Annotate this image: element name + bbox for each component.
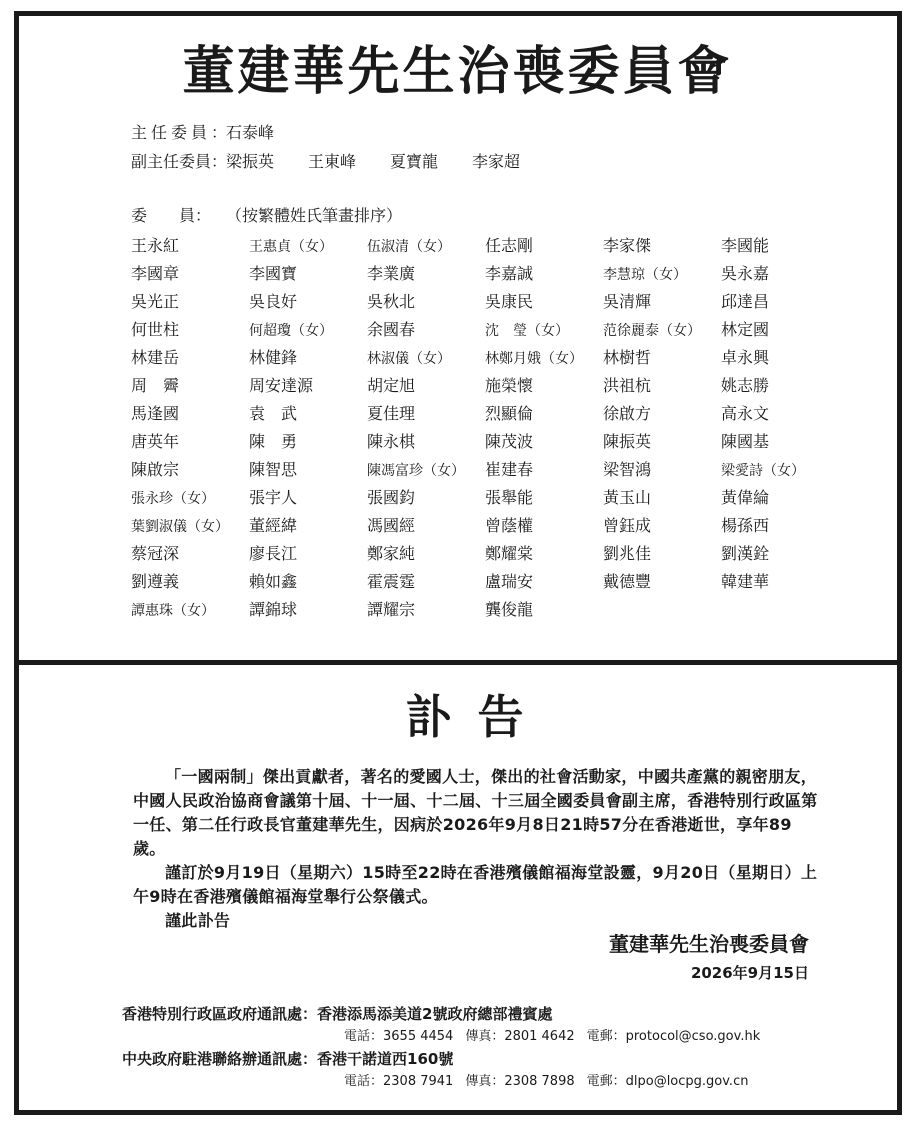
member-name: 吳康民 bbox=[485, 292, 534, 311]
member-row bbox=[131, 292, 839, 320]
committee-title: 董建華先生治喪委員會 bbox=[182, 42, 733, 102]
member-name: 李國能 bbox=[721, 236, 770, 255]
obituary-body bbox=[133, 765, 823, 933]
contact-fax: 傳真：2801 4642 bbox=[465, 1029, 575, 1044]
member-name: 劉漢銓 bbox=[721, 544, 770, 563]
member-name: 吳良好 bbox=[249, 292, 298, 311]
chair-label: 主任委員： bbox=[131, 123, 232, 142]
member-name: 林健鋒 bbox=[249, 348, 298, 367]
member-name: 李慧琼（女） bbox=[603, 267, 687, 283]
member-name: 崔建春 bbox=[485, 460, 534, 479]
member-name: 陳智思 bbox=[249, 460, 298, 479]
member-name: 李國寶 bbox=[249, 264, 298, 283]
vice-chair-name: 李家超 bbox=[472, 152, 521, 171]
member-name: 霍震霆 bbox=[367, 572, 416, 591]
member-name: 烈顯倫 bbox=[485, 404, 534, 423]
member-row bbox=[131, 348, 839, 376]
member-name: 李國章 bbox=[131, 264, 180, 283]
member-name: 林淑儀（女） bbox=[367, 351, 451, 367]
member-name: 林樹哲 bbox=[603, 348, 652, 367]
member-name: 譚耀宗 bbox=[367, 600, 416, 619]
obituary-title: 訃告 bbox=[405, 690, 550, 744]
member-name: 周 霽 bbox=[131, 376, 180, 395]
member-name: 陳 勇 bbox=[249, 432, 298, 451]
member-name: 戴德豐 bbox=[603, 572, 652, 591]
contact-phone: 電話：2308 7941 bbox=[344, 1074, 454, 1089]
member-name: 楊孫西 bbox=[721, 516, 770, 535]
member-name: 陳永棋 bbox=[367, 432, 416, 451]
member-row bbox=[131, 236, 839, 264]
member-name: 盧瑞安 bbox=[485, 572, 534, 591]
member-name: 鄭耀棠 bbox=[485, 544, 534, 563]
member-name: 李業廣 bbox=[367, 264, 416, 283]
vice-chair-line bbox=[131, 154, 554, 170]
member-name: 葉劉淑儀（女） bbox=[131, 519, 229, 535]
contact-email[interactable]: 電郵：dlpo@locpg.gov.cn bbox=[586, 1074, 749, 1089]
contact-label: 中央政府駐港聯絡辦通訊處： bbox=[122, 1050, 318, 1068]
member-name: 袁 武 bbox=[249, 404, 298, 423]
members-note: （按繁體姓氏筆畫排序） bbox=[226, 206, 403, 225]
chair-name: 石泰峰 bbox=[226, 123, 275, 142]
member-name: 唐英年 bbox=[131, 432, 180, 451]
member-name: 李嘉誠 bbox=[485, 264, 534, 283]
member-name: 姚志勝 bbox=[721, 376, 770, 395]
member-name: 沈 瑩（女） bbox=[485, 323, 569, 339]
member-row bbox=[131, 600, 839, 628]
member-name: 張國鈞 bbox=[367, 488, 416, 507]
member-row bbox=[131, 264, 839, 292]
member-name: 黃偉綸 bbox=[721, 488, 770, 507]
members-label: 委 員： bbox=[131, 206, 212, 225]
member-name: 梁愛詩（女） bbox=[721, 463, 805, 479]
member-name: 胡定旭 bbox=[367, 376, 416, 395]
contact-address: 香港添馬添美道2號政府總部禮賓處 bbox=[317, 1005, 553, 1023]
member-name: 徐啟方 bbox=[603, 404, 652, 423]
member-name: 吳秋北 bbox=[367, 292, 416, 311]
contact-label: 香港特別行政區政府通訊處： bbox=[122, 1005, 318, 1023]
contact-liaison-office bbox=[122, 1052, 453, 1067]
member-name: 李家傑 bbox=[603, 236, 652, 255]
member-name: 任志剛 bbox=[485, 236, 534, 255]
member-name: 王永紅 bbox=[131, 236, 180, 255]
member-name: 林鄭月娥（女） bbox=[485, 351, 583, 367]
member-name: 張永珍（女） bbox=[131, 491, 215, 507]
vice-chair-name: 夏寶龍 bbox=[390, 152, 439, 171]
member-name: 陳啟宗 bbox=[131, 460, 180, 479]
member-row bbox=[131, 376, 839, 404]
contact-liaison-details bbox=[344, 1075, 760, 1088]
member-name: 夏佳理 bbox=[367, 404, 416, 423]
vice-chair-label: 副主任委員： bbox=[131, 152, 228, 171]
member-row bbox=[131, 404, 839, 432]
member-name: 馬逢國 bbox=[131, 404, 180, 423]
member-name: 馮國經 bbox=[367, 516, 416, 535]
contact-hksar bbox=[122, 1007, 552, 1022]
member-name: 施榮懷 bbox=[485, 376, 534, 395]
contact-address: 香港干諾道西160號 bbox=[317, 1050, 454, 1068]
member-name: 陳國基 bbox=[721, 432, 770, 451]
member-name: 梁智鴻 bbox=[603, 460, 652, 479]
members-grid bbox=[131, 236, 839, 628]
member-name: 何超瓊（女） bbox=[249, 323, 333, 339]
member-name: 廖長江 bbox=[249, 544, 298, 563]
member-row bbox=[131, 432, 839, 460]
member-name: 韓建華 bbox=[721, 572, 770, 591]
member-name: 洪祖杭 bbox=[603, 376, 652, 395]
member-name: 吳永嘉 bbox=[721, 264, 770, 283]
member-name: 譚惠珠（女） bbox=[131, 603, 215, 619]
member-name: 劉兆佳 bbox=[603, 544, 652, 563]
member-row bbox=[131, 488, 839, 516]
member-name: 賴如鑫 bbox=[249, 572, 298, 591]
member-name: 陳振英 bbox=[603, 432, 652, 451]
member-name: 周安達源 bbox=[249, 376, 314, 395]
member-name: 龔俊龍 bbox=[485, 600, 534, 619]
vice-chair-name: 梁振英 bbox=[226, 152, 275, 171]
member-name: 吳清輝 bbox=[603, 292, 652, 311]
member-name: 張宇人 bbox=[249, 488, 298, 507]
vice-chair-name: 王東峰 bbox=[308, 152, 357, 171]
member-name: 林定國 bbox=[721, 320, 770, 339]
member-name: 陳茂波 bbox=[485, 432, 534, 451]
member-name: 高永文 bbox=[721, 404, 770, 423]
member-name: 卓永興 bbox=[721, 348, 770, 367]
signature-organization: 董建華先生治喪委員會 bbox=[609, 932, 809, 956]
member-name: 林建岳 bbox=[131, 348, 180, 367]
member-name: 蔡冠深 bbox=[131, 544, 180, 563]
member-name: 劉遵義 bbox=[131, 572, 180, 591]
contact-fax: 傳真：2308 7898 bbox=[465, 1074, 575, 1089]
contact-email[interactable]: 電郵：protocol@cso.gov.hk bbox=[586, 1029, 761, 1044]
member-name: 張舉能 bbox=[485, 488, 534, 507]
member-row bbox=[131, 516, 839, 544]
member-row bbox=[131, 544, 839, 572]
member-name: 王惠貞（女） bbox=[249, 239, 333, 255]
obituary-paragraph: 謹訂於9月19日（星期六）15時至22時在香港殯儀館福海堂設靈，9月20日（星期日）上午9時在香港殯儀館福海堂舉行公祭儀式。 bbox=[133, 863, 818, 906]
member-name: 譚錦球 bbox=[249, 600, 298, 619]
member-name: 吳光正 bbox=[131, 292, 180, 311]
member-name: 邱達昌 bbox=[721, 292, 770, 311]
member-name: 陳馮富珍（女） bbox=[367, 463, 465, 479]
member-row bbox=[131, 460, 839, 488]
member-name: 鄭家純 bbox=[367, 544, 416, 563]
chair-line bbox=[131, 125, 274, 141]
member-name: 范徐麗泰（女） bbox=[603, 323, 701, 339]
member-name: 黃玉山 bbox=[603, 488, 652, 507]
obituary-closing: 謹此訃告 bbox=[165, 911, 231, 930]
contact-phone: 電話：3655 4454 bbox=[344, 1029, 454, 1044]
members-heading bbox=[131, 208, 402, 224]
contact-hksar-details bbox=[344, 1030, 772, 1043]
signature-date: 2026年9月15日 bbox=[690, 964, 809, 982]
obituary-paragraph: 「一國兩制」傑出貢獻者，著名的愛國人士，傑出的社會活動家，中國共產黨的親密朋友，中國人民政治協商會議第十屆、十一屆、十二屆、十三屆全國委員會副主席，香港特別行政區第一任、第二任行政長官董建華先生，因病於2026年9月8日21時57分在香港逝世，享年89歲。 bbox=[133, 767, 818, 858]
member-row bbox=[131, 572, 839, 600]
member-name: 何世柱 bbox=[131, 320, 180, 339]
member-name: 曾蔭權 bbox=[485, 516, 534, 535]
section-divider bbox=[14, 660, 902, 665]
member-row bbox=[131, 320, 839, 348]
member-name: 曾鈺成 bbox=[603, 516, 652, 535]
member-name: 余國春 bbox=[367, 320, 416, 339]
member-name: 伍淑清（女） bbox=[367, 239, 451, 255]
member-name: 董經緯 bbox=[249, 516, 298, 535]
